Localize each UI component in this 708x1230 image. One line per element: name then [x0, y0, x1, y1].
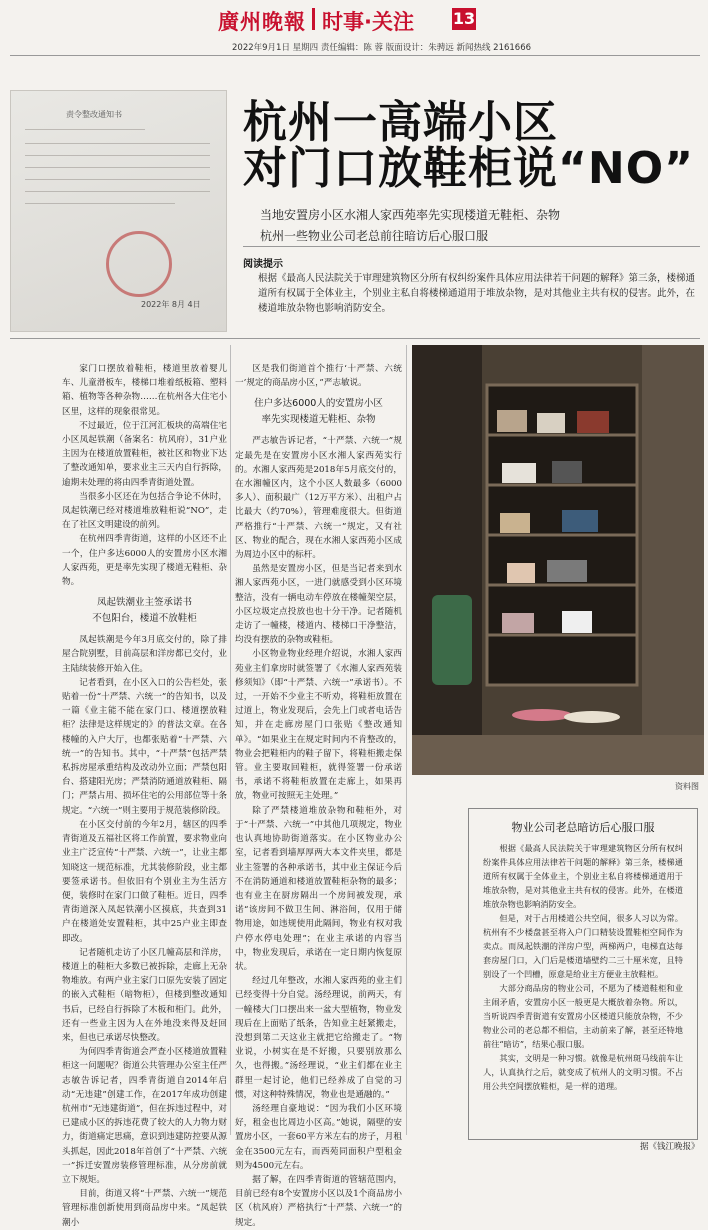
masthead-divider — [312, 8, 315, 30]
paragraph: 经过几年整改，水湘人家西苑的业主们已经变得十分自觉。汤经理说，前两天，有一幢楼大门口摆出来一盆大型植物，物业发现后在上面贴了纸条，告知业主赶紧搬走，没想到第二天这业主就把它给搬走了。“物业说，小树实在是不好搬，只要别放那么久，也得搬。”汤经理说，“业主们都在业主群里一起讨论，他们已经养成了自觉的习惯，对这种特殊情况，物业也是通融的。” — [235, 976, 402, 1100]
paragraph: 其实，文明是一种习惯。就像是杭州斑马线前车让人，认真执行之后，就变成了杭州人的文明习惯。不占用公共空间摆放鞋柜，是一样的道理。 — [483, 1053, 683, 1091]
paragraph: 记者看到，在小区入口的公告栏处，张贴着一份“十严禁、六统一”的告知书，以及一篇《业主能不能在家门口、楼道摆放鞋柜？法律是这样规定的》的普法文章。在各楼幢的入户大厅，也都张贴着“十严禁、六统一”的告知书。其中，“十严禁”包括严禁私拆房屋承重结构及改动外立面；严禁包阳台、搭建阳光房；严禁消防通道放鞋柜、隔门；严禁占用、损坏住宅的公用部位等十条规定。“六统一”则主要用于规范装修阶段。 — [62, 677, 227, 816]
source-credit: 据《钱江晚报》 — [640, 1142, 700, 1152]
paragraph: 目前，街道又将“十严禁、六统一”规范管理标准创新使用到商品房中来。“凤起铁潮小 — [62, 1189, 227, 1228]
guide-rule — [243, 246, 700, 247]
headline-line-1: 杭州一高端小区 — [243, 97, 558, 148]
shoe-cabinet-photo — [412, 345, 704, 775]
notice-photo — [10, 90, 227, 332]
paragraph: 但是，对于占用楼道公共空间，很多人习以为常。杭州有不少楼盘甚至将入户门口精装设置鞋柜空间作为卖点。而凤起铁潮的洋房户型，两梯两户，电梯直达每套房屋门口，入门后是楼道墙壁约二三十厘米宽，且特别设了一个凹槽，原意是给业主方便业主放鞋柜。 — [483, 913, 683, 979]
dateline: 2022年9月1日 星期四 责任编辑：陈 蓉 版面设计：朱骋远 新闻热线 2161666 — [232, 43, 532, 53]
newspaper-logo: 廣州晚報 — [218, 9, 306, 34]
headline — [243, 97, 695, 194]
masthead — [0, 0, 708, 38]
sidebar-box — [468, 808, 698, 1140]
subheadline — [260, 205, 560, 247]
paragraph: 除了严禁楼道堆放杂物和鞋柜外，对于“十严禁、六统一”中其他几项规定，物业也认真地协助街道落实。在小区物业办公室，记者看到墙厚厚两大本文件夹里，都是业主签署的各种承诺书，其中业主保证今后不在消防通道和楼道放置鞋柜杂物的最多；也有业主在厨房隔出一个房间被发现，承诺“该房间不做卫生间、淋浴间，仅用于储物用途，如违规使用此隔间，物业有权对我户停水停电处理”；在业主承诺的内容当中，物业发现后，承诺在一定日期内恢复原状。 — [235, 805, 402, 972]
paragraph: 记者随机走访了小区几幢高层和洋房，楼道上的鞋柜大多数已被拆除，走廊上无杂物堆放。有两户业主家门口原先安装了固定的嵌入式鞋柜（暗物柜），但楼到整改通知书后，已经自行拆除了木板和柜门。此外，还有一些业主因为人在外地没来得及赶回来，但也已承诺尽快整改。 — [62, 947, 227, 1043]
official-stamp — [106, 231, 172, 297]
paragraph: 为何四季青街道会严查小区楼道放置鞋柜这一问题呢？街道公共管理办公室主任严志敏告诉记者，四季青街道自2014年启动“无违建”创建工作，在2017年成功创建杭州市“无违建街道”，但在拆违过程中，对已建成小区的拆违花费了较大的人力物力财力，街道痛定思痛，意识到违建防控要从源头抓起，因此2018年首创了“十严禁、六统一”拆迁安置房装修管理标准，从分房前就立下规矩。 — [62, 1047, 227, 1185]
section-subhead: 凤起铁潮业主签承诺书 不包阳台，楼道不放鞋柜 — [92, 597, 197, 625]
body-rule — [10, 338, 700, 339]
photo-illustration — [412, 345, 704, 775]
paragraph: 大部分商品房的物业公司，不愿为了楼道鞋柜和业主闹矛盾，安置房小区一般更是大概放着杂物。所以，当听说四季青街道有安置房小区楼道只能放杂物，不少物业公司的老总都不相信，主动前来了解，甚至还特地前往“暗访”，结果心服口服。 — [483, 983, 683, 1049]
paragraph: 据了解，在四季青街道的管辖范围内，目前已经有8个安置房小区以及1个商品房小区（杭风府）严格执行“十严禁、六统一”的规定。 — [235, 1174, 402, 1228]
paragraph: 小区物业物业经理介绍说，水湘人家西苑业主们拿房时就签署了《水湘人家西苑装修须知》（即“十严禁、六统一”承诺书）。不过，一开始不少业主不听劝，将鞋柜放置在过道上，物业发现后，会先上门或者电话告知，并在走廊房屋门口张贴《整改通知单》。“如果业主在规定时间内不肯整改的，物业会把鞋柜内的鞋子留下，将鞋柜搬走保管。业主要取回鞋柜，就得签署一份承诺书，承诺不将鞋柜放置在走廊上，如果再放，物业可按照无主处理。” — [235, 649, 402, 802]
photo-caption: 资料图 — [675, 782, 699, 791]
paragraph: 在杭州四季青街道，这样的小区还不止一个，住户多达6000人的安置房小区水湘人家西苑，更是率先实现了楼道无鞋柜、杂物。 — [62, 534, 227, 588]
article-column-left — [62, 362, 227, 1228]
header-rule — [10, 55, 700, 56]
headline-line-2: 对门口放鞋柜说“NO” — [243, 143, 695, 194]
subhead-line-2: 杭州一些物业公司老总前往暗访后心服口服 — [260, 229, 489, 243]
paragraph: 在小区交付前的今年2月，辖区的四季青街道及五福社区将工作前置，要求物业向业主广泛宣传“十严禁、六统一”，让业主都知晓这一规范标准，尤其装修阶段，业主都要签承诺书。但依旧有个别业主为生活方便，装修时在家门口做了鞋柜。近日，四季青街道深入凤起铁潮小区摸底，共查到31户在楼道处安置鞋柜，其中25户业主即查即改。 — [62, 819, 227, 944]
guide-label: 阅读提示 — [243, 259, 283, 270]
paragraph: 不过最近，位于江河汇板块的高端住宅小区凤起铁潮（备案名：杭风府），31户业主因为在楼道放置鞋柜，被社区和物业下达了整改通知单，要求业主三天内自行拆除，逾期未处理的将由四季青街道处置。 — [62, 420, 227, 488]
subhead-line-1: 当地安置房小区水湘人家西苑率先实现楼道无鞋柜、杂物 — [260, 208, 561, 222]
sidebar-title: 物业公司老总暗访后心服口服 — [511, 821, 655, 834]
article-column-middle — [235, 362, 402, 1228]
column-divider — [230, 345, 231, 1135]
page-number: 13 — [452, 9, 476, 28]
sidebar-text — [483, 841, 683, 1093]
paragraph: 严志敏告诉记者，“十严禁、六统一”规定最先是在安置房小区水湘人家西苑实行的。水湘人家西苑是2018年5月底交付的，在水湘幢区内，这个小区人数最多（6000多人）、面积最广（12万平方米）、出租户占比最大（约70%），管理难度很大。但街道严格推行“十严禁、六统一”规定，又有社区、物业的配合，现在水湘人家西苑小区成为周边小区中的标杆。 — [235, 436, 402, 561]
paragraph: 汤经理自豪地说：“因为我们小区环境好，租金也比周边小区高。”她说，隔壁的安置房小区，一套60平方米左右的房子，月租金在3500元左右，而西苑同面积户型租金则为4500元左右。 — [235, 1103, 402, 1171]
section-title: 时事·关注 — [322, 10, 414, 34]
paragraph: 虽然是安置房小区，但是当记者来到水湘人家西苑小区，一进门就感受到小区环境整洁，没有一辆电动车停放在楼幢架空层，小区垃圾定点投放也也十分干净。记者随机走访了一幢楼，楼道内、楼梯口干净整洁，均没有摆放的杂物或鞋柜。 — [235, 564, 402, 646]
notice-title: 责令整改通知书 — [66, 110, 122, 119]
paragraph: 区是我们街道首个推行‘十严禁、六统一’规定的商品房小区，”严志敏说。 — [235, 364, 402, 389]
paragraph: 家门口摆放着鞋柜，楼道里放着婴儿车、儿童滑板车，楼梯口堆着纸板箱、塑料箱、植物等各种杂物……在杭州各大住宅小区里，这样的现象很常见。 — [62, 364, 227, 417]
paragraph: 当很多小区还在为包括合争论不休时，凤起铁潮已经对楼道堆放鞋柜说“NO”，走在了社区文明建设的前列。 — [62, 491, 227, 531]
paragraph: 凤起铁潮是今年3月底交付的，除了排屋合院别墅，目前高层和洋房都已交付，业主陆续装修开始入住。 — [62, 635, 227, 674]
notice-date: 2022年 8月 4日 — [141, 300, 201, 309]
column-divider — [406, 345, 407, 1135]
paragraph: 根据《最高人民法院关于审理建筑物区分所有权纠纷案件具体应用法律若干问题的解释》第三条，楼梯通道所有权属于全体业主，个别业主私自将楼梯通道用于堆放杂物，是对其他业主共有权的侵害。此外，在楼道堆放杂物也影响消防安全。 — [483, 843, 683, 909]
guide-text: 根据《最高人民法院关于审理建筑物区分所有权纠纷案件具体应用法律若干问题的解释》第三条，楼梯通道所有权属于全体业主，个别业主私自将楼梯通道用于堆放杂物，是对其他业主共有权的侵害。此外，在楼道堆放杂物也影响消防安全。 — [258, 273, 696, 314]
section-subhead: 住户多达6000人的安置房小区 率先实现楼道无鞋柜、杂物 — [254, 398, 383, 426]
